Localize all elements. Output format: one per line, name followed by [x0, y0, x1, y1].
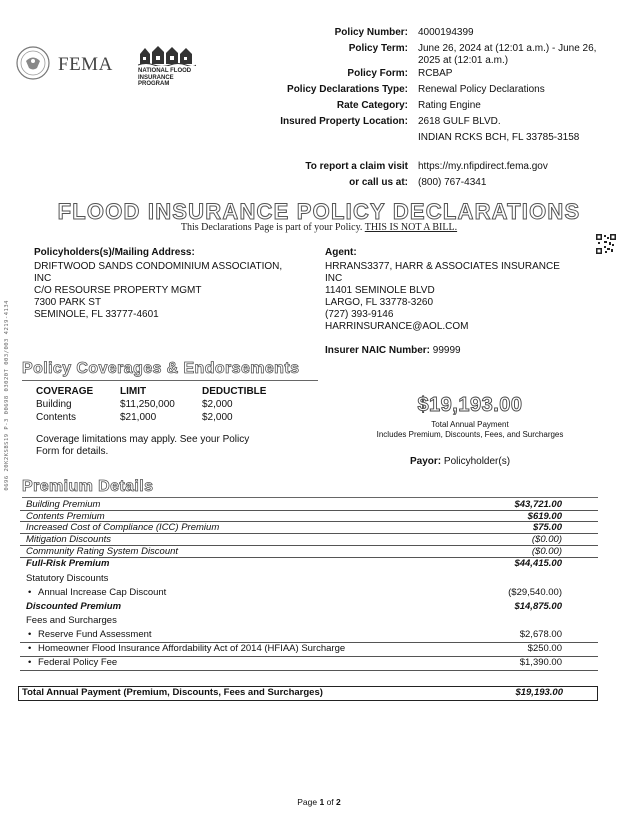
premium-row-label-text: Fees and Surcharges: [26, 615, 117, 626]
policy-info-value: [418, 116, 618, 144]
claim-visit-url[interactable]: https://my.nfipdirect.fema.gov: [418, 161, 548, 172]
claim-visit-label: To report a claim visit: [305, 161, 408, 172]
premium-row: [20, 643, 598, 657]
premium-rule: [22, 497, 598, 498]
claim-call-label: or call us at:: [349, 177, 408, 188]
premium-row-label-text: Building Premium: [26, 499, 101, 510]
claim-call-phone: (800) 767-4341: [418, 177, 487, 188]
premium-row-label: [20, 522, 220, 534]
policyholder-address-line: DRIFTWOOD SANDS CONDOMINIUM ASSOCIATION,: [34, 261, 283, 272]
premium-row-label: [20, 587, 167, 599]
premium-row-label-text: Contents Premium: [26, 511, 105, 522]
policy-info-line: 2025 at (12:01 a.m.): [418, 55, 509, 66]
premium-row-label-text: • Homeowner Flood Insurance Affordability Act of 2014 (HFIAA) Surcharge: [38, 643, 345, 654]
premium-row-label-text: Increased Cost of Compliance (ICC) Premium: [26, 522, 220, 533]
agent-address-line: LARGO, FL 33778-3260: [325, 297, 434, 308]
premium-row: [20, 573, 598, 587]
nfip-logo-text: NATIONAL FLOOD INSURANCE PROGRAM: [138, 68, 192, 87]
coverage-row: [36, 412, 316, 425]
premium-row: [20, 601, 598, 615]
policyholder-address-line: C/O RESOURSE PROPERTY MGMT: [34, 285, 202, 296]
policy-info-value: [418, 100, 618, 112]
coverages-table: [36, 386, 316, 458]
premium-row-label-text: • Reserve Fund Assessment: [38, 629, 152, 640]
col-limit: LIMIT: [120, 386, 147, 397]
page-total: 2: [336, 797, 341, 807]
policyholder-address-line: INC: [34, 273, 52, 284]
total-caption-1: Total Annual Payment: [431, 420, 509, 429]
coverage-deductible: $2,000: [202, 399, 233, 410]
premium-row-label: [20, 499, 101, 511]
policy-info-label: Rate Category:: [336, 100, 408, 111]
premium-row: [20, 629, 598, 643]
premium-row-label-text: Mitigation Discounts: [26, 534, 112, 545]
policyholder-block: [34, 247, 304, 321]
payor-value: Policyholder(s): [443, 456, 511, 467]
not-a-bill-notice: THIS IS NOT A BILL.: [364, 222, 458, 233]
premium-table: [20, 499, 598, 671]
payor-label: Payor:: [410, 456, 442, 467]
naic-label: Insurer NAIC Number:: [325, 345, 431, 356]
coverage-note-line: Coverage limitations may apply. See your Policy: [36, 434, 250, 445]
premium-row: [20, 615, 598, 629]
agent-label: Agent:: [325, 247, 357, 258]
coverage-deductible: $2,000: [202, 412, 233, 423]
premium-row-label: [20, 573, 109, 585]
total-caption-2: Includes Premium, Discounts, Fees, and Surcharges: [376, 430, 564, 439]
page-of: of: [326, 797, 334, 807]
naic-row: [325, 345, 595, 356]
premium-row: [20, 534, 598, 546]
qr-code-icon: [596, 234, 616, 254]
coverage-name: Contents: [36, 412, 77, 423]
policy-info-line: 4000194399: [418, 27, 474, 38]
premium-row: [20, 511, 598, 522]
premium-row-label: [20, 601, 122, 613]
policyholder-address-line: SEMINOLE, FL 33777-4601: [34, 309, 159, 320]
premium-row-label-text: Discounted Premium: [26, 601, 122, 612]
premium-row-label-text: • Annual Increase Cap Discount: [38, 587, 166, 598]
premium-row: [20, 587, 598, 601]
policy-info-line: 2618 GULF BLVD.: [418, 116, 501, 127]
policy-info-label: Insured Property Location:: [280, 116, 408, 127]
premium-row-amount: $250.00: [527, 643, 562, 654]
nfip-houses-icon: [138, 44, 196, 66]
col-coverage: COVERAGE: [36, 386, 94, 397]
agent-block: [325, 247, 595, 356]
premium-row-label: [20, 629, 152, 641]
premium-row: [20, 657, 598, 671]
total-annual-amount: $19,193.00: [417, 394, 523, 416]
coverages-heading: Policy Coverages & Endorsements: [22, 360, 300, 377]
total-payment-box: [18, 686, 598, 701]
policy-info-value: [418, 84, 618, 96]
premium-row: [20, 499, 598, 511]
coverages-rule: [22, 380, 318, 381]
premium-row: [20, 546, 598, 558]
premium-row-amount: $44,415.00: [514, 558, 562, 569]
premium-heading: Premium Details: [22, 478, 154, 495]
premium-row-label: [20, 546, 179, 558]
policyholder-label: Policyholders(s)/Mailing Address:: [34, 247, 195, 258]
coverage-note-line: Form for details.: [36, 446, 109, 457]
total-payment-amount: $19,193.00: [515, 687, 563, 698]
agent-address-line: (727) 393-9146: [325, 309, 394, 320]
premium-row-label: [20, 643, 346, 655]
document-title: FLOOD INSURANCE POLICY DECLARATIONS: [57, 199, 581, 224]
premium-row-amount: $1,390.00: [519, 657, 562, 668]
page-current: 1: [319, 797, 325, 807]
naic-value: 99999: [432, 345, 461, 356]
subtitle-text: This Declarations Page is part of your Policy.: [180, 222, 363, 233]
agent-address-line: 11401 SEMINOLE BLVD: [325, 285, 435, 296]
page-footer: [0, 797, 638, 807]
payor-row: [410, 456, 510, 467]
premium-row-label-text: Community Rating System Discount: [26, 546, 179, 557]
col-deductible: DEDUCTIBLE: [202, 386, 267, 397]
premium-row-amount: $43,721.00: [514, 499, 562, 510]
premium-row-amount: $2,678.00: [519, 629, 562, 640]
policy-info-label: Policy Number:: [334, 27, 408, 38]
premium-row-label: [20, 534, 112, 546]
premium-row-label-text: Full-Risk Premium: [26, 558, 110, 569]
premium-row-amount: ($0.00): [531, 546, 562, 557]
agent-address-line: INC: [325, 273, 343, 284]
document-subtitle: [0, 222, 638, 233]
premium-row-amount: $75.00: [532, 522, 562, 533]
premium-row-label: [20, 615, 117, 627]
premium-row-label-text: • Federal Policy Fee: [38, 657, 117, 668]
premium-row-label-text: Statutory Discounts: [26, 573, 109, 584]
coverage-row: [36, 399, 316, 412]
page-prefix: Page: [297, 797, 318, 807]
policy-info-line: Rating Engine: [418, 100, 481, 111]
side-barcode-text: 0696 20K2KSBS19 P-3 00698 03020T 003/003 4219-4134: [4, 300, 10, 491]
policy-info-label: Policy Form:: [347, 68, 408, 79]
policy-info-line: Renewal Policy Declarations: [418, 84, 545, 95]
policy-info-value: [418, 43, 618, 67]
policy-info-line: June 26, 2024 at (12:01 a.m.) - June 26,: [418, 43, 597, 54]
coverages-header-row: [36, 386, 316, 399]
premium-row-amount: $619.00: [527, 511, 562, 522]
fema-logo-text: FEMA: [58, 54, 113, 75]
dhs-seal-icon: [16, 46, 50, 80]
premium-row-label: [20, 558, 110, 570]
premium-row-amount: $14,875.00: [514, 601, 562, 612]
premium-row-label: [20, 657, 118, 669]
coverage-name: Building: [36, 399, 72, 410]
total-payment-label: Total Annual Payment (Premium, Discounts, Fees and Surcharges): [22, 687, 323, 698]
coverage-limit: $21,000: [120, 412, 157, 423]
policy-info-line: INDIAN RCKS BCH, FL 33785-3158: [418, 132, 580, 143]
premium-row-amount: ($29,540.00): [508, 587, 562, 598]
premium-row: [20, 522, 598, 534]
premium-row: [20, 558, 598, 573]
premium-row-amount: ($0.00): [531, 534, 562, 545]
coverage-limit: $11,250,000: [120, 399, 175, 410]
policy-info-line: RCBAP: [418, 68, 453, 79]
policyholder-address-line: 7300 PARK ST: [34, 297, 102, 308]
policy-info-value: [418, 27, 618, 39]
agent-address-line: HARRINSURANCE@AOL.COM: [325, 321, 469, 332]
agent-address-line: HRRANS3377, HARR & ASSOCIATES INSURANCE: [325, 261, 560, 272]
policy-info-value: [418, 68, 618, 80]
policy-info-label: Policy Declarations Type:: [287, 84, 408, 95]
policy-info-label: Policy Term:: [348, 43, 408, 54]
